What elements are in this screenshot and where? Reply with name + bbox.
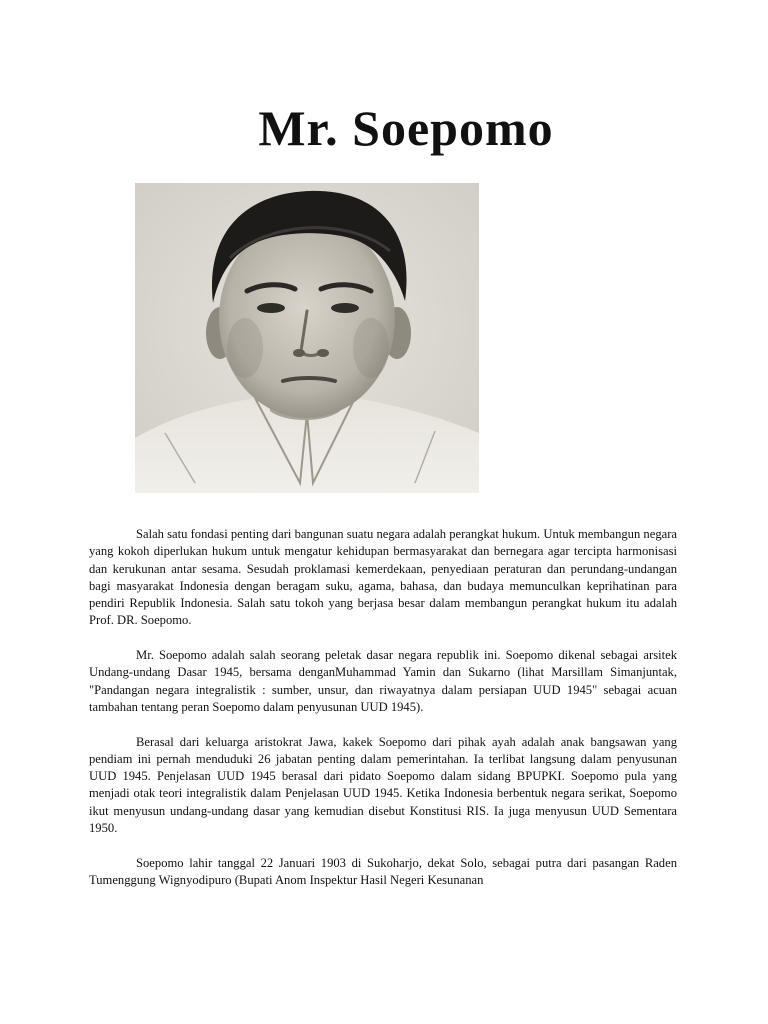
paragraph-4: Soepomo lahir tanggal 22 Januari 1903 di Sukoharjo, dekat Solo, sebagai putra dari pasangan Raden Tumenggung Wignyodipuro (Bupati Anom Inspektur Hasil Negeri Kesunanan: [89, 855, 677, 887]
paragraph-2: Mr. Soepomo adalah salah seorang peletak dasar negara republik ini. Soepomo dikenal sebagai arsitek Undang-undang Dasar 1945, bersama denganMuhammad Yamin dan Sukarno (lihat Marsillam Simanjuntak, "Pandangan negara integralistik : sumber, unsur, dan riwayatnya dalam persiapan UUD 1945" sebagai acuan tambahan tentang peran Soepomo dalam penyusunan UUD 1945).: [89, 648, 677, 714]
paragraph-3: Berasal dari keluarga aristokrat Jawa, kakek Soepomo dari pihak ayah adalah anak bangsawan yang pendiam ini pernah menduduki 26 jabatan penting dalam pemerintahan. Ia terlibat langsung dalam penyusunan UUD 1945. Penjelasan UUD 1945 berasal dari pidato Soepomo dalam sidang BPUPKI. Soepomo pula yang menjadi otak teori integralistik dalam Penjelasan UUD 1945. Ketika Indonesia berbentuk negara serikat, Soepomo ikut menyusun undang-undang dasar yang kemudian disebut Konstitusi RIS. Ia juga menyusun UUD Sementara 1950.: [89, 734, 677, 836]
article-body: [89, 526, 677, 907]
portrait-photo: [135, 183, 479, 493]
paragraph-1: Salah satu fondasi penting dari bangunan suatu negara adalah perangkat hukum. Untuk membangun negara yang kokoh diperlukan hukum untuk mengatur kehidupan bermasyarakat dan bernegara agar tercipta harmonisasi dan kerukunan antar sesama. Sesudah proklamasi kemerdekaan, penyediaan peraturan dan perundang-undangan bagi masyarakat Indonesia dengan beragam suku, agama, bahasa, dan budaya memunculkan keprihatinan para pendiri Republik Indonesia. Salah satu tokoh yang berjasa besar dalam membangun perangkat hukum itu adalah Prof. DR. Soepomo.: [89, 527, 677, 628]
page-title: Mr. Soepomo: [258, 100, 554, 156]
portrait-image: [135, 183, 479, 493]
